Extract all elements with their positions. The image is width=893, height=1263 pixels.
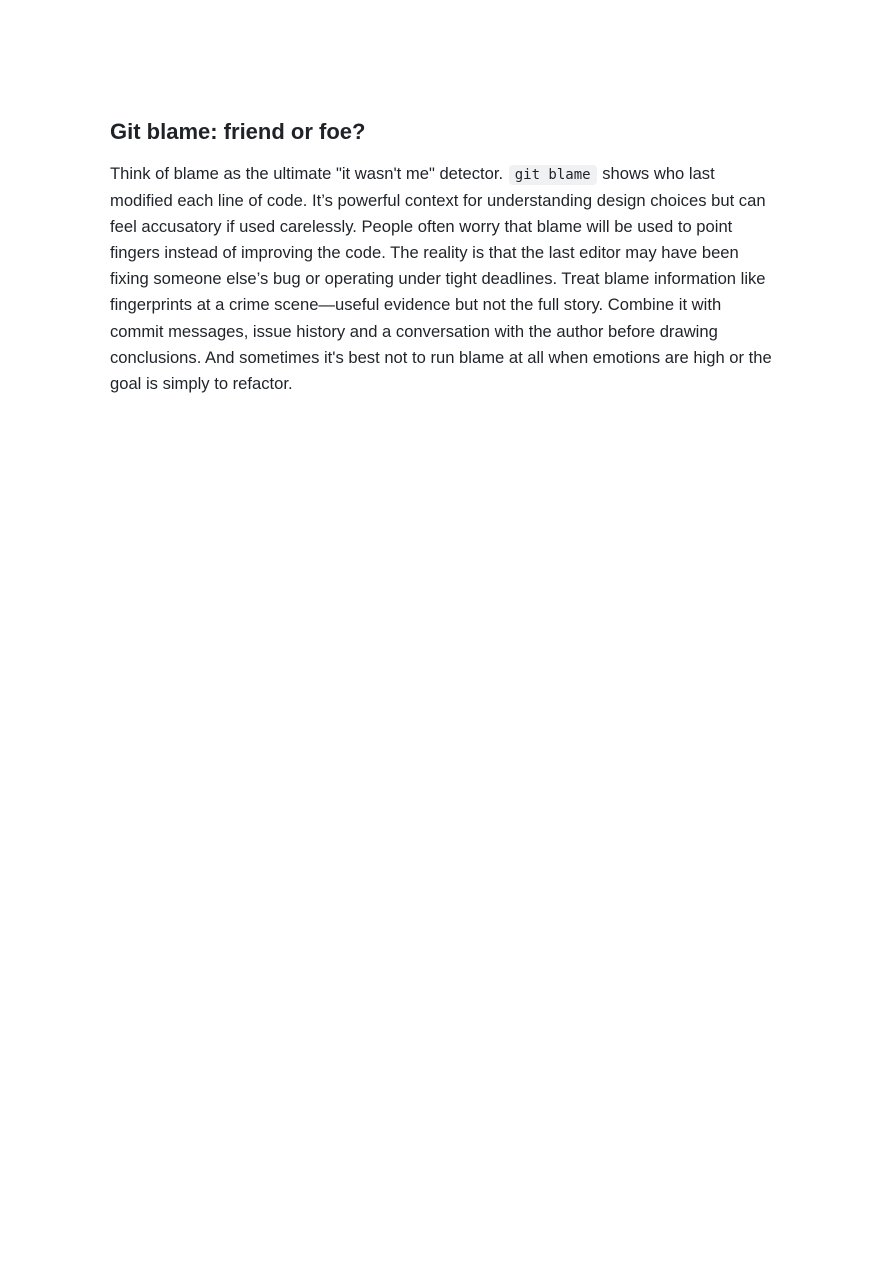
article [110,116,772,397]
inline-code: git blame [509,165,597,185]
article-paragraph [110,161,772,397]
paragraph-text-start: Think of blame as the ultimate "it wasn't me" detector. [110,164,508,183]
paragraph-text-end: shows who last modified each line of code. It’s powerful context for understanding design choices but can feel accusatory if used carelessly. People often worry that blame will be used to point fingers instead of improving the code. The reality is that the last editor may have been fixing someone else’s bug or operating under tight deadlines. Treat blame information like fingerprints at a crime scene—useful evidence but not the full story. Combine it with commit messages, issue history and a conversation with the author before drawing conclusions. And sometimes it's best not to run blame at all when emotions are high or the goal is simply to refactor. [110,164,772,393]
article-title: Git blame: friend or foe? [110,119,366,144]
